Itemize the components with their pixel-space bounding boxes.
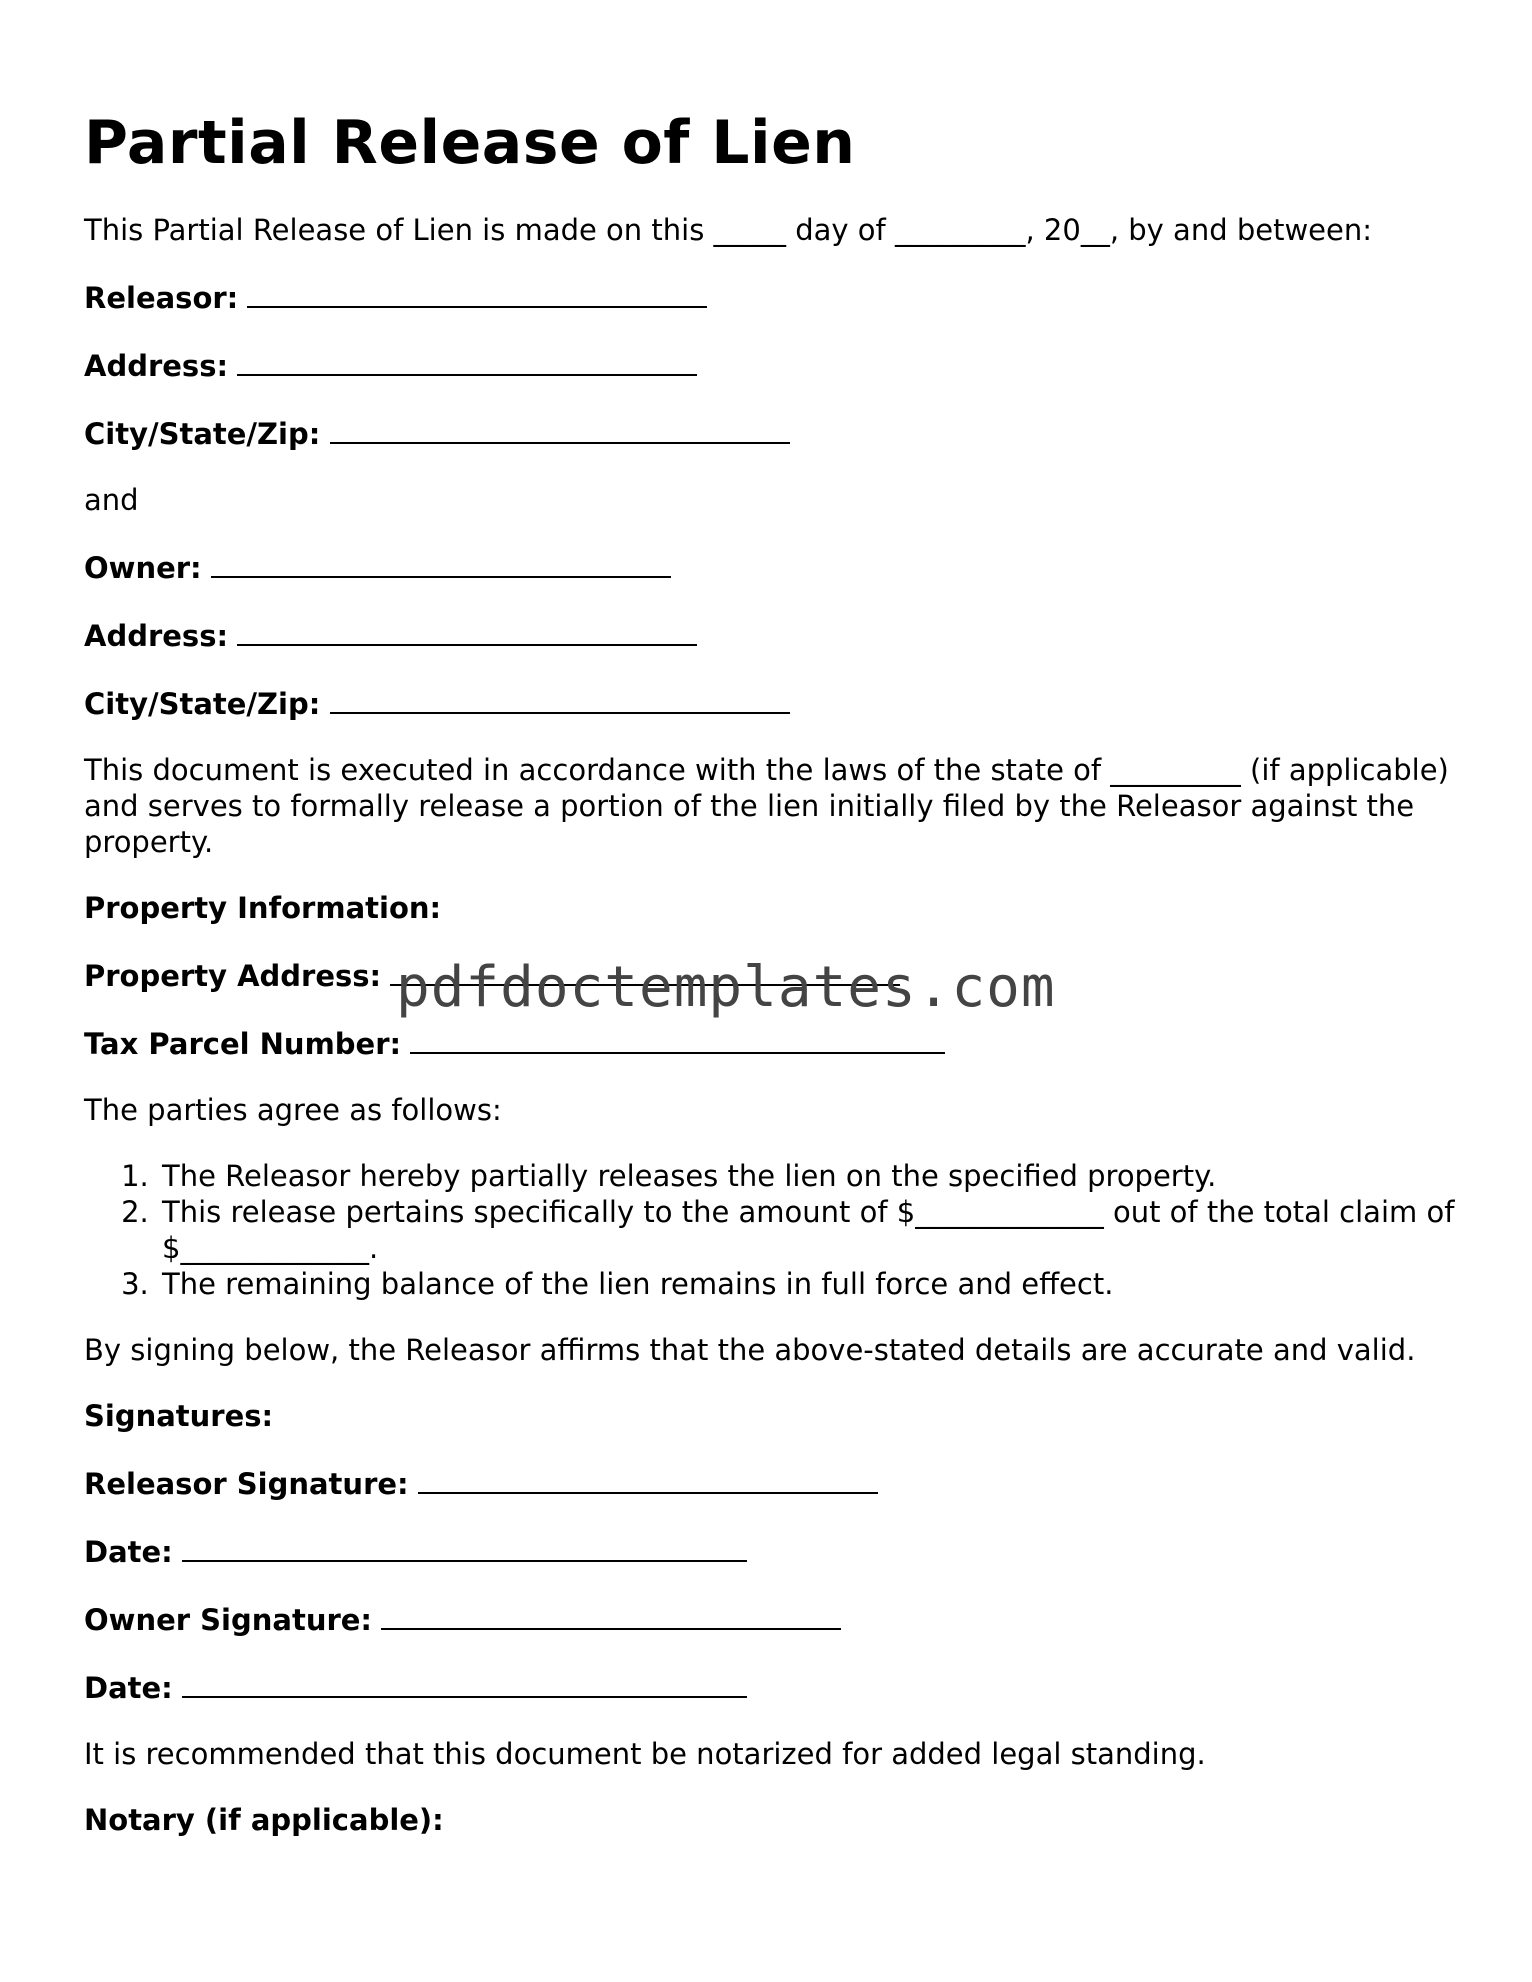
notary-heading: Notary (if applicable):	[84, 1803, 444, 1837]
releasor-name-field[interactable]	[247, 278, 707, 308]
parcel-field[interactable]	[410, 1024, 945, 1054]
owner-name-line	[84, 548, 1464, 586]
date-line-2	[84, 1668, 1464, 1706]
property-heading: Property Information:	[84, 891, 442, 925]
owner-address-label: Address:	[84, 619, 229, 653]
releasor-address-field[interactable]	[237, 346, 697, 376]
releasor-city-label: City/State/Zip:	[84, 417, 321, 451]
parcel-line	[84, 1024, 1464, 1062]
date-label-1: Date:	[84, 1535, 173, 1569]
releasor-city-line	[84, 414, 1464, 452]
releasor-signature-field[interactable]	[418, 1464, 878, 1494]
owner-name-field[interactable]	[211, 548, 671, 578]
releasor-signature-line	[84, 1464, 1464, 1502]
agree-intro: The parties agree as follows:	[84, 1093, 502, 1127]
date-field-1[interactable]	[182, 1532, 747, 1562]
term-2: 2. This release pertains specifically to the amount of $_____________ out of the total claim of $_____________.	[158, 1194, 1464, 1266]
term-3: 3. The remaining balance of the lien remains in full force and effect.	[158, 1266, 1464, 1302]
date-label-2: Date:	[84, 1671, 173, 1705]
intro-paragraph: This Partial Release of Lien is made on this _____ day of _________, 20__, by and between:	[84, 213, 1372, 247]
terms-list	[84, 1158, 1464, 1302]
affirm-paragraph: By signing below, the Releasor affirms that the above-stated details are accurate and valid.	[84, 1333, 1416, 1367]
owner-city-line	[84, 684, 1464, 722]
owner-signature-label: Owner Signature:	[84, 1603, 373, 1637]
owner-name-label: Owner:	[84, 551, 202, 585]
owner-city-label: City/State/Zip:	[84, 687, 321, 721]
term-1: 1. The Releasor hereby partially releases the lien on the specified property.	[158, 1158, 1464, 1194]
page-title: Partial Release of Lien	[84, 108, 856, 178]
releasor-signature-label: Releasor Signature:	[84, 1467, 409, 1501]
releasor-address-label: Address:	[84, 349, 229, 383]
owner-address-line	[84, 616, 1464, 654]
releasor-name-label: Releasor:	[84, 281, 239, 315]
releasor-city-field[interactable]	[330, 414, 790, 444]
date-line-1	[84, 1532, 1464, 1570]
parcel-label: Tax Parcel Number:	[84, 1027, 402, 1061]
watermark: pdfdoctemplates.com	[396, 955, 1056, 1020]
releasor-name-line	[84, 278, 1464, 316]
and-text: and	[84, 483, 139, 517]
executed-paragraph: This document is executed in accordance with the laws of the state of _________ (if applicable) and serves to formally release a portion of the lien initially filed by the Releasor against the property.	[84, 753, 1449, 859]
property-address-label: Property Address:	[84, 959, 382, 993]
date-field-2[interactable]	[182, 1668, 747, 1698]
owner-signature-field[interactable]	[381, 1600, 841, 1630]
releasor-address-line	[84, 346, 1464, 384]
owner-signature-line	[84, 1600, 1464, 1638]
signatures-heading: Signatures:	[84, 1399, 274, 1433]
owner-address-field[interactable]	[237, 616, 697, 646]
owner-city-field[interactable]	[330, 684, 790, 714]
notarize-text: It is recommended that this document be notarized for added legal standing.	[84, 1737, 1206, 1771]
